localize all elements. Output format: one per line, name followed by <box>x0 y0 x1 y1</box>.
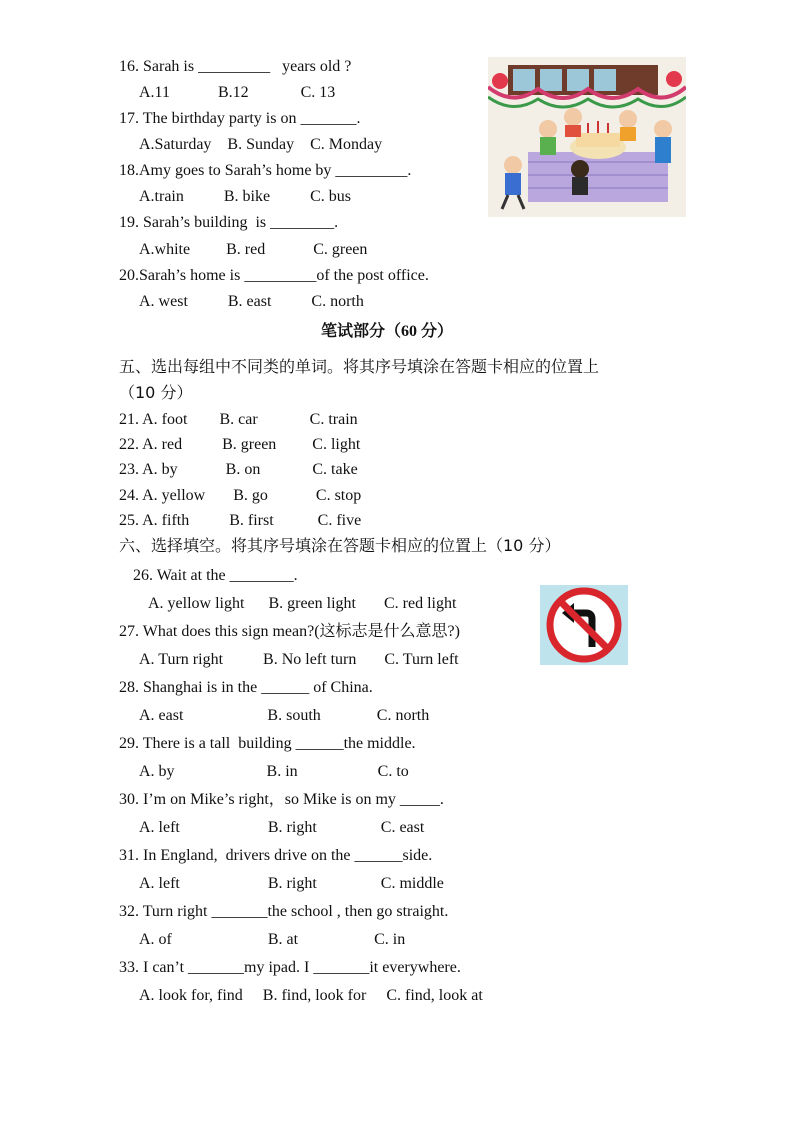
q23-item: 23. A. by B. on C. take <box>119 461 358 478</box>
q19-options: A.white B. red C. green <box>139 241 368 258</box>
written-section-title: 笔试部分（60 分） <box>321 323 454 340</box>
q33-options: A. look for, find B. find, look for C. find, look at <box>139 987 483 1004</box>
section5-score: （10 分） <box>119 383 193 402</box>
q30-stem: 30. I’m on Mike’s right，so Mike is on my _____. <box>119 791 444 808</box>
q16-options: A.11 B.12 C. 13 <box>139 84 336 101</box>
q31-stem: 31. In England, drivers drive on the ______side. <box>119 847 433 864</box>
q24-item: 24. A. yellow B. go C. stop <box>119 487 362 504</box>
q21-item: 21. A. foot B. car C. train <box>119 411 358 428</box>
q28-stem: 28. Shanghai is in the ______ of China. <box>119 679 373 696</box>
q33-stem: 33. I can’t _______my ipad. I _______it everywhere. <box>119 959 461 976</box>
birthday-party-illustration <box>488 57 686 217</box>
section5-instruction: 五、选出每组中不同类的单词。将其序号填涂在答题卡相应的位置上 <box>119 357 600 376</box>
q26-options: A. yellow light B. green light C. red light <box>148 595 457 612</box>
q29-stem: 29. There is a tall building ______the middle. <box>119 735 416 752</box>
q22-item: 22. A. red B. green C. light <box>119 436 361 453</box>
q26-stem: 26. Wait at the ________. <box>133 567 298 584</box>
q32-stem: 32. Turn right _______the school , then go straight. <box>119 903 449 920</box>
section6-instruction: 六、选择填空。将其序号填涂在答题卡相应的位置上（10 分） <box>119 536 561 555</box>
q16-stem: 16. Sarah is _________ years old ? <box>119 58 352 75</box>
q17-stem: 17. The birthday party is on _______. <box>119 110 361 127</box>
q27-stem: 27. What does this sign mean?(这标志是什么意思?) <box>119 623 460 640</box>
q25-item: 25. A. fifth B. first C. five <box>119 512 362 529</box>
q17-options: A.Saturday B. Sunday C. Monday <box>139 136 383 153</box>
no-left-turn-sign-icon <box>540 585 628 665</box>
q31-options: A. left B. right C. middle <box>139 875 444 892</box>
q19-stem: 19. Sarah’s building is ________. <box>119 214 339 231</box>
q30-options: A. left B. right C. east <box>139 819 425 836</box>
q18-stem: 18.Amy goes to Sarah’s home by _________. <box>119 162 412 179</box>
q20-options: A. west B. east C. north <box>139 293 364 310</box>
q27-options: A. Turn right B. No left turn C. Turn left <box>139 651 459 668</box>
q18-options: A.train B. bike C. bus <box>139 188 351 205</box>
q29-options: A. by B. in C. to <box>139 763 409 780</box>
q32-options: A. of B. at C. in <box>139 931 406 948</box>
q28-options: A. east B. south C. north <box>139 707 430 724</box>
q20-stem: 20.Sarah’s home is _________of the post office. <box>119 267 429 284</box>
